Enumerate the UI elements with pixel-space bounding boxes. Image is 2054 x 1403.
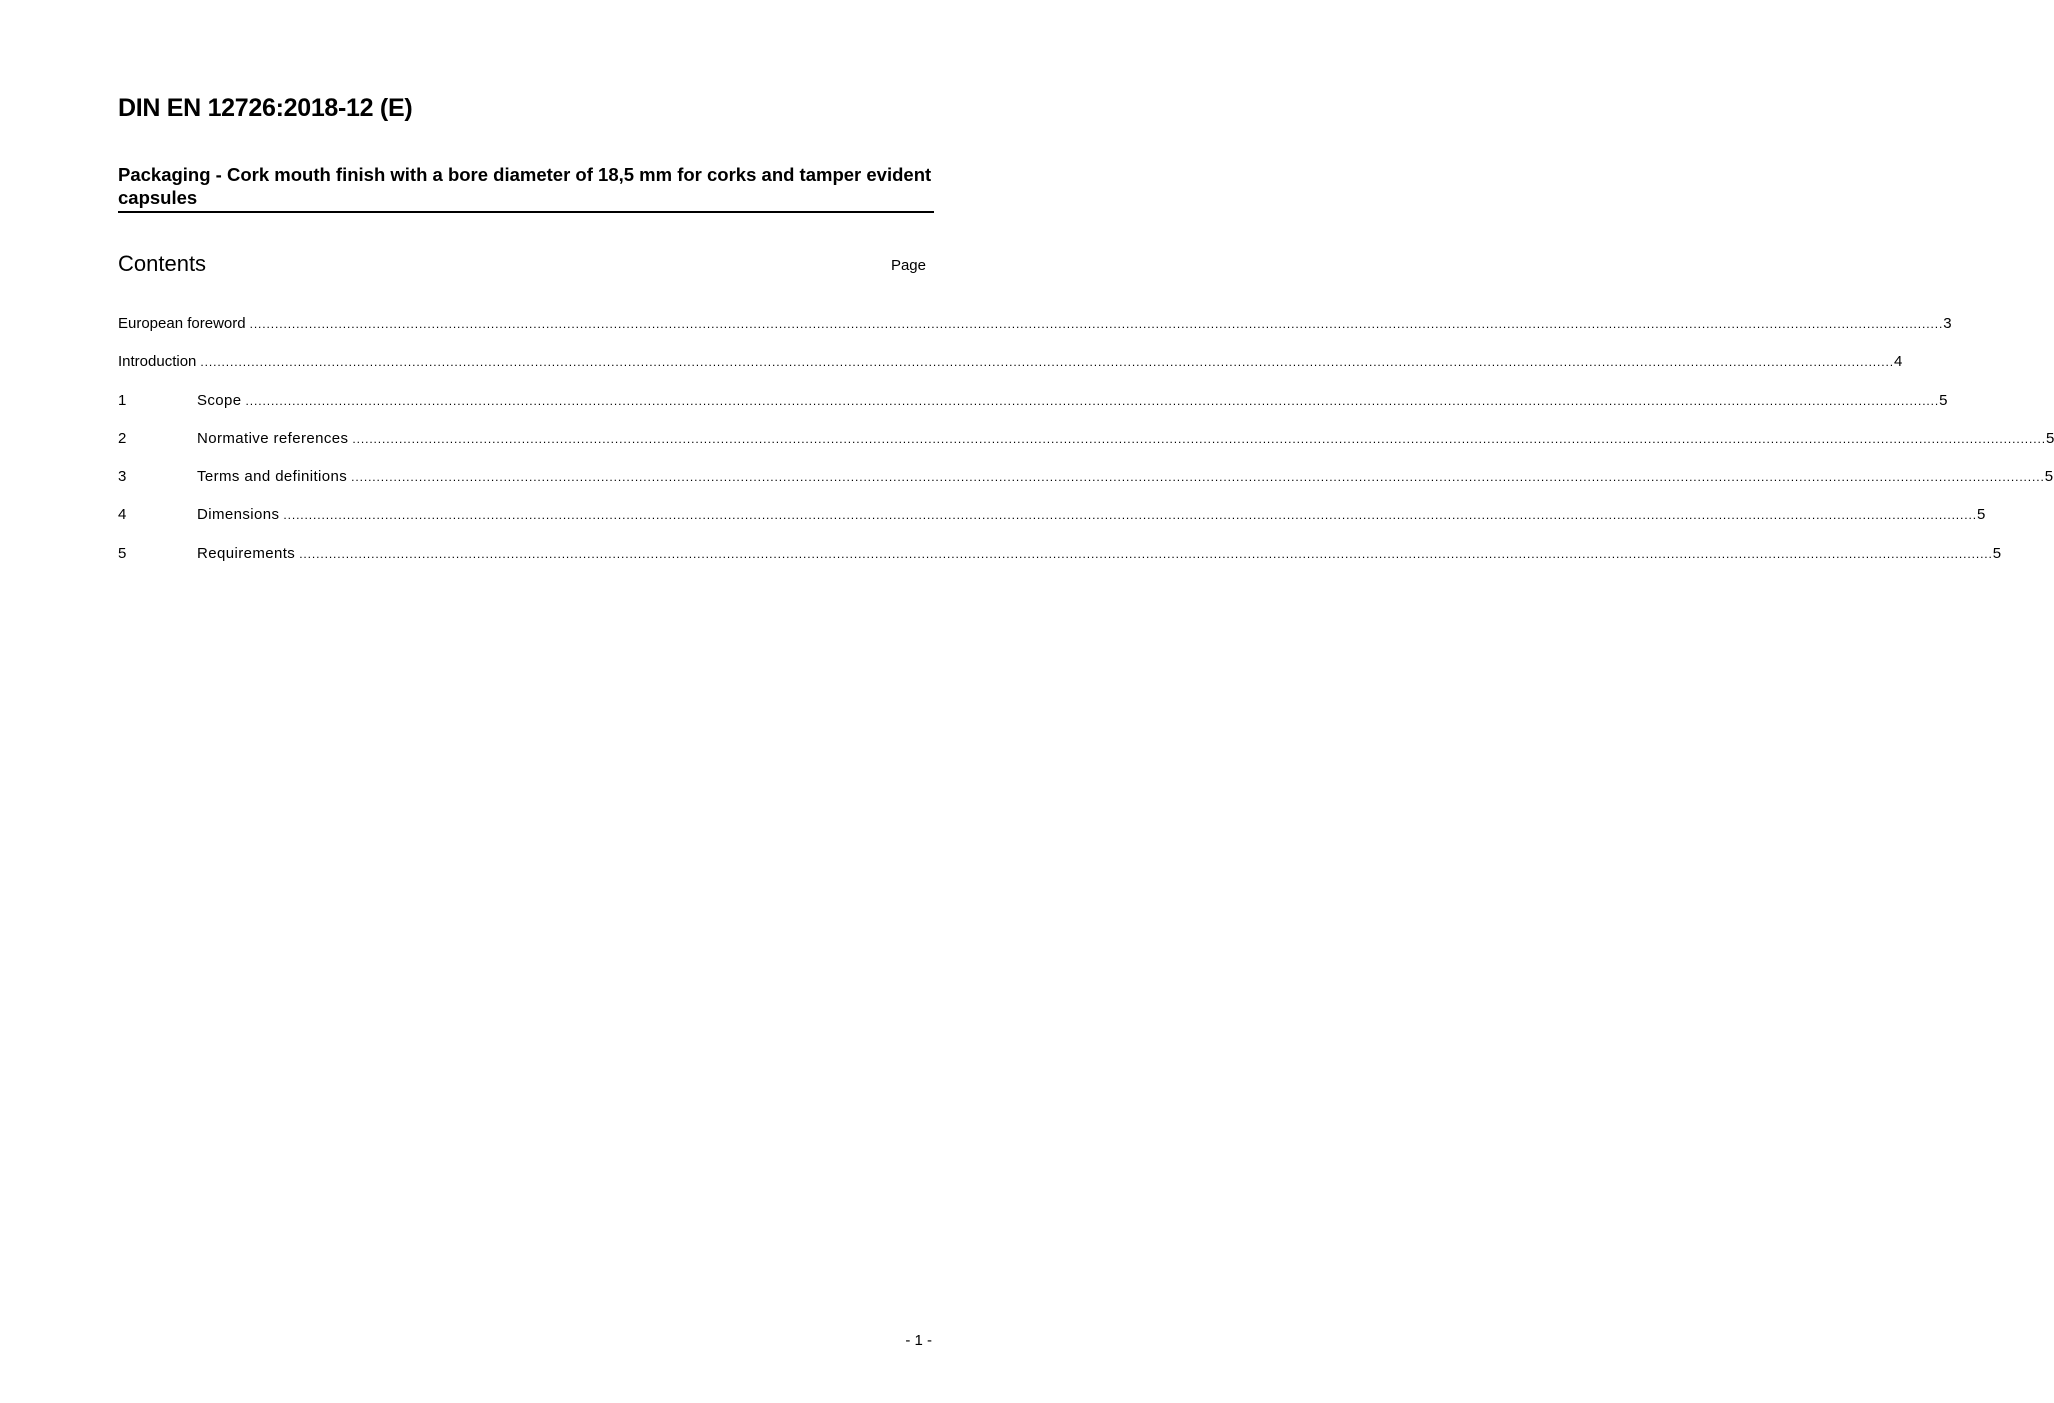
toc-entry-label: Scope — [197, 391, 242, 409]
toc-leader-dots: ................................................................................................................................................................................................................................................................................................................................................................................................................ — [351, 470, 2045, 485]
toc-entry-page: 5 — [1976, 506, 1986, 524]
toc-entry-page: 5 — [2045, 429, 2054, 447]
toc-leader-dots: ................................................................................................................................................................................................................................................................................................................................................................................................................ — [245, 393, 1940, 408]
document-id: DIN EN 12726:2018-12 (E) — [118, 94, 413, 122]
toc-leader-dots: ................................................................................................................................................................................................................................................................................................................................................................................................................ — [283, 508, 1977, 523]
toc-leader-dots: ................................................................................................................................................................................................................................................................................................................................................................................................................ — [352, 431, 2046, 446]
toc-entry-number: 3 — [118, 468, 127, 486]
contents-heading: Contents — [118, 251, 207, 276]
toc-entry-label: Normative references — [197, 429, 349, 447]
toc-entry-scope[interactable] — [118, 391, 1948, 429]
toc-entry-number: 5 — [118, 544, 127, 562]
toc-entry-requirements[interactable] — [118, 544, 2002, 582]
toc-leader-dots: ................................................................................................................................................................................................................................................................................................................................................................................................................ — [299, 546, 1993, 561]
toc-leader-dots: ................................................................................................................................................................................................................................................................................................................................................................................................................ — [249, 317, 1944, 331]
page-column-label: Page — [890, 257, 926, 274]
toc-entry-dimensions[interactable] — [118, 505, 1986, 543]
toc-leader-dots: ................................................................................................................................................................................................................................................................................................................................................................................................................ — [200, 355, 1894, 370]
toc-entry-label: Requirements — [197, 544, 296, 562]
toc-entry-introduction[interactable] — [118, 352, 1903, 390]
toc-entry-label: European foreword — [118, 315, 246, 332]
toc-entry-page: 3 — [1943, 315, 1952, 332]
toc-entry-page: 4 — [1893, 353, 1903, 371]
toc-entry-number: 2 — [118, 429, 127, 447]
toc-entry-page: 5 — [2044, 468, 2054, 486]
toc-entry-page: 5 — [1992, 544, 2002, 562]
toc-entry-terms-and-definitions[interactable] — [118, 467, 2054, 505]
toc-entry-label: Introduction — [118, 353, 197, 371]
table-of-contents — [118, 314, 2054, 582]
toc-entry-number: 4 — [118, 506, 127, 524]
toc-entry-label: Terms and definitions — [197, 468, 348, 486]
toc-entry-label: Dimensions — [197, 506, 280, 524]
toc-entry-number: 1 — [118, 391, 127, 409]
page-number: - 1 - — [905, 1332, 932, 1349]
toc-entry-normative-references[interactable] — [118, 429, 2054, 467]
toc-entry-page: 5 — [1939, 391, 1948, 409]
toc-entry-european-foreword[interactable] — [118, 314, 1952, 352]
document-title: Packaging - Cork mouth finish with a bore diameter of 18,5 mm for corks and tamper evident capsules — [118, 163, 934, 213]
